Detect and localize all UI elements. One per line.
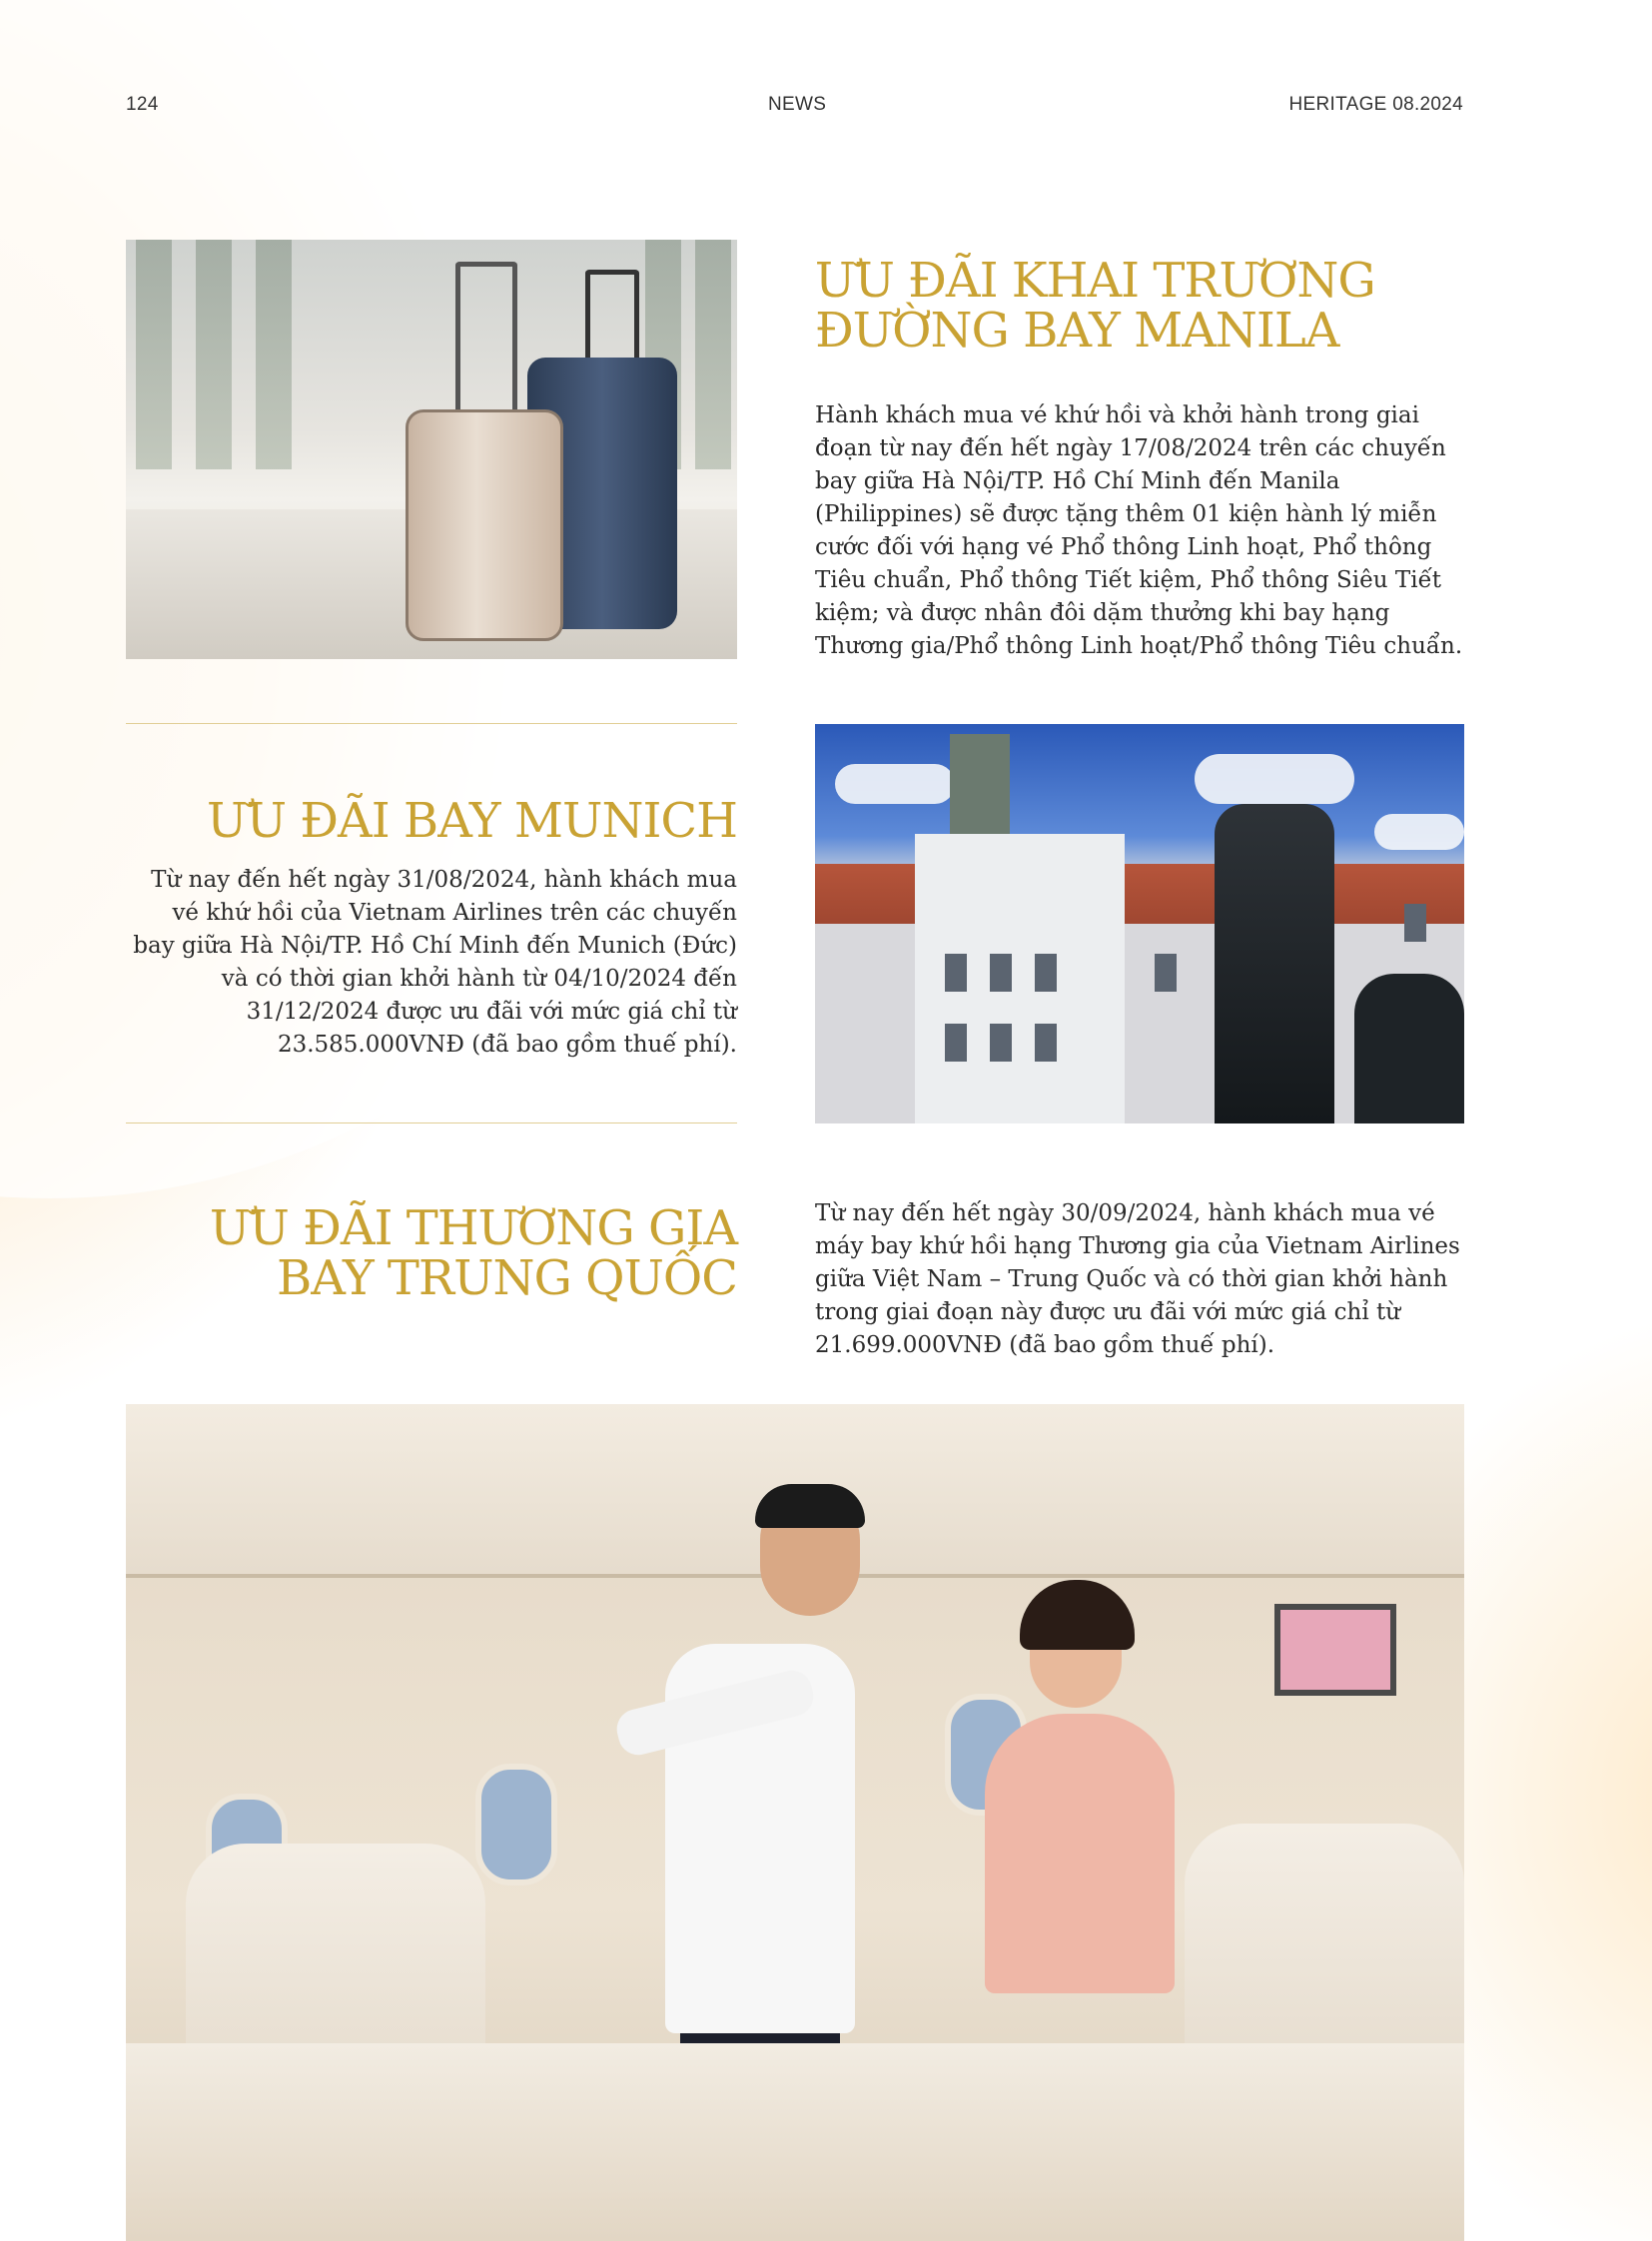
business-cabin-photo (126, 1404, 1464, 2241)
divider (126, 1122, 737, 1123)
passenger (985, 1714, 1175, 1993)
munich-photo (815, 724, 1464, 1123)
title-line: ƯU ĐÃI THƯƠNG GIA (209, 1200, 737, 1256)
title-line: BAY TRUNG QUỐC (276, 1250, 737, 1306)
fountain-statue (1215, 804, 1334, 1123)
article-manila-title (815, 253, 1464, 359)
article-china-body: Từ nay đến hết ngày 30/09/2024, hành khách mua vé máy bay khứ hồi hạng Thương gia của Vietnam Airlines giữa Việt Nam – Trung Quốc và có thời gian khởi hành trong giai đoạn này được ưu đãi với mức giá chỉ từ 21.699.000VNĐ (đã bao gồm thuế phí). (815, 1200, 1460, 1358)
issue-label: HERITAGE 08.2024 (1288, 94, 1463, 115)
title-line: ƯU ĐÃI BAY MUNICH (207, 793, 737, 849)
article-manila-body: Hành khách mua vé khứ hồi và khởi hành trong giai đoạn từ nay đến hết ngày 17/08/2024 trên các chuyến bay giữa Hà Nội/TP. Hồ Chí Minh đến Manila (Philippines) sẽ được tặng thêm 01 kiện hành lý miễn cước đối với hạng vé Phổ thông Linh hoạt, Phổ thông Tiêu chuẩn, Phổ thông Tiết kiệm, Phổ thông Siêu Tiết kiệm; và được nhân đôi dặm thưởng khi bay hạng Thương gia/Phổ thông Linh hoạt/Phổ thông Tiêu chuẩn. (815, 402, 1463, 659)
pink-suitcase (406, 409, 563, 641)
section-label: NEWS (768, 94, 827, 115)
divider (126, 723, 737, 724)
article-munich-title (126, 793, 737, 849)
luggage-photo (126, 240, 737, 659)
title-line: ƯU ĐÃI KHAI TRƯƠNG (815, 253, 1375, 309)
article-china-title (126, 1200, 737, 1306)
title-line: ĐƯỜNG BAY MANILA (815, 303, 1339, 359)
article-munich-body: Từ nay đến hết ngày 31/08/2024, hành khách mua vé khứ hồi của Vietnam Airlines trên các chuyến bay giữa Hà Nội/TP. Hồ Chí Minh đến Munich (Đức) và có thời gian khởi hành từ 04/10/2024 đến 31/12/2024 được ưu đãi với mức giá chỉ từ 23.585.000VNĐ (đã bao gồm thuế phí). (133, 867, 737, 1058)
page-number: 124 (126, 94, 159, 115)
seat-screen (1274, 1604, 1396, 1696)
